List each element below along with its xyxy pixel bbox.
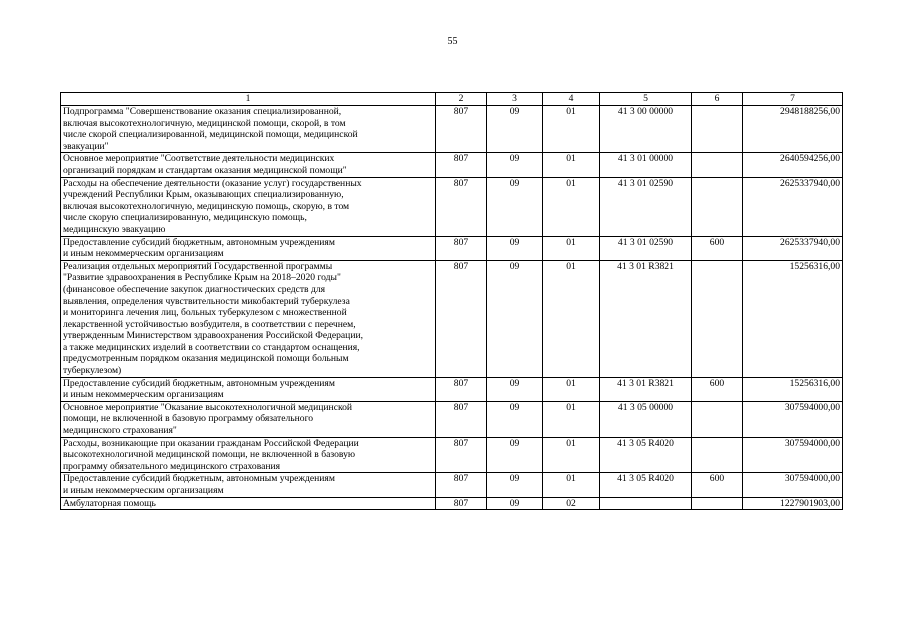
row-name-line: "Развитие здравоохранения в Республике Крым на 2018–2020 годы" xyxy=(63,272,341,284)
row-name-line: Подпрограмма "Совершенствование оказания специализированной, xyxy=(63,106,342,117)
subsection-code-cell: 01 xyxy=(543,177,600,236)
expense-type-cell xyxy=(692,260,743,377)
column-header: 6 xyxy=(692,93,743,106)
section-code-cell: 09 xyxy=(487,377,543,401)
amount-cell: 307594000,00 xyxy=(743,473,843,497)
column-header: 2 xyxy=(436,93,487,106)
section-code-cell: 09 xyxy=(487,153,543,177)
table-body xyxy=(61,106,843,510)
row-name-cell xyxy=(61,377,436,401)
table-row xyxy=(61,260,843,377)
target-article-cell: 41 3 05 R4020 xyxy=(600,473,692,497)
section-code-cell: 09 xyxy=(487,236,543,260)
target-article-cell: 41 3 01 R3821 xyxy=(600,377,692,401)
subsection-code-cell: 01 xyxy=(543,377,600,401)
table-header-row xyxy=(61,93,843,106)
row-name-line: выявления, определения чувствительности микобактерий туберкулеза xyxy=(63,295,350,307)
column-header: 3 xyxy=(487,93,543,106)
subsection-code-cell: 01 xyxy=(543,401,600,437)
subsection-code-cell: 01 xyxy=(543,106,600,153)
row-name-line: (финансовое обеспечение закупок диагностических средств для xyxy=(63,283,326,295)
amount-cell: 307594000,00 xyxy=(743,401,843,437)
table-row xyxy=(61,106,843,153)
target-article-cell: 41 3 05 00000 xyxy=(600,401,692,437)
amount-cell: 1227901903,00 xyxy=(743,497,843,510)
department-code-cell: 807 xyxy=(436,401,487,437)
amount-cell: 15256316,00 xyxy=(743,377,843,401)
row-name-line: Предоставление субсидий бюджетным, автономным учреждениям xyxy=(63,236,335,248)
row-name-cell xyxy=(61,106,436,153)
row-name-line: эвакуации" xyxy=(63,140,109,152)
section-code-cell: 09 xyxy=(487,106,543,153)
amount-cell: 307594000,00 xyxy=(743,437,843,473)
row-name-cell xyxy=(61,153,436,177)
budget-table xyxy=(60,92,843,510)
amount-cell: 2625337940,00 xyxy=(743,177,843,236)
row-name-cell xyxy=(61,437,436,473)
row-name-cell xyxy=(61,473,436,497)
row-name-line: туберкулезом) xyxy=(63,365,122,377)
row-name-line: учреждений Республики Крым, оказывающих специализированную, xyxy=(63,189,344,201)
section-code-cell: 09 xyxy=(487,473,543,497)
amount-cell: 2640594256,00 xyxy=(743,153,843,177)
target-article-cell: 41 3 01 00000 xyxy=(600,153,692,177)
target-article-cell xyxy=(600,497,692,510)
table-row xyxy=(61,377,843,401)
expense-type-cell: 600 xyxy=(692,377,743,401)
subsection-code-cell: 01 xyxy=(543,473,600,497)
amount-cell: 15256316,00 xyxy=(743,260,843,377)
row-name-line: Основное мероприятие "Оказание высокотехнологичной медицинской xyxy=(63,401,353,413)
department-code-cell: 807 xyxy=(436,497,487,510)
column-header: 4 xyxy=(543,93,600,106)
table-row xyxy=(61,437,843,473)
expense-type-cell xyxy=(692,153,743,177)
row-name-line: программу обязательного медицинского страхования xyxy=(63,460,281,472)
row-name-line: и иным некоммерческим организациям xyxy=(63,248,224,260)
target-article-cell: 41 3 05 R4020 xyxy=(600,437,692,473)
expense-type-cell xyxy=(692,401,743,437)
department-code-cell: 807 xyxy=(436,177,487,236)
row-name-line: Предоставление субсидий бюджетным, автономным учреждениям xyxy=(63,473,335,485)
subsection-code-cell: 01 xyxy=(543,437,600,473)
row-name-cell xyxy=(61,497,436,510)
department-code-cell: 807 xyxy=(436,377,487,401)
section-code-cell: 09 xyxy=(487,437,543,473)
department-code-cell: 807 xyxy=(436,260,487,377)
row-name-line: и иным некоммерческим организациям xyxy=(63,389,224,401)
row-name-line: и мониторинга лечения лиц, больных туберкулезом с множественной xyxy=(63,307,347,319)
row-name-line: Расходы на обеспечение деятельности (оказание услуг) государственных xyxy=(63,177,362,189)
table-row xyxy=(61,177,843,236)
expense-type-cell xyxy=(692,177,743,236)
section-code-cell: 09 xyxy=(487,497,543,510)
row-name-cell xyxy=(61,260,436,377)
section-code-cell: 09 xyxy=(487,260,543,377)
amount-cell: 2948188256,00 xyxy=(743,106,843,153)
table-row xyxy=(61,401,843,437)
department-code-cell: 807 xyxy=(436,153,487,177)
row-name-cell xyxy=(61,177,436,236)
row-name-line: а также медицинских изделий в соответствии со стандартом оснащения, xyxy=(63,341,360,353)
amount-cell: 2625337940,00 xyxy=(743,236,843,260)
expense-type-cell xyxy=(692,497,743,510)
row-name-line: включая высокотехнологичную, медицинской помощи, скорой, в том xyxy=(63,117,346,129)
subsection-code-cell: 02 xyxy=(543,497,600,510)
target-article-cell: 41 3 01 02590 xyxy=(600,177,692,236)
column-header: 5 xyxy=(600,93,692,106)
department-code-cell: 807 xyxy=(436,106,487,153)
expense-type-cell xyxy=(692,106,743,153)
row-name-line: организаций порядкам и стандартам оказания медицинской помощи" xyxy=(63,164,347,176)
table-row xyxy=(61,153,843,177)
section-code-cell: 09 xyxy=(487,177,543,236)
table-row xyxy=(61,236,843,260)
row-name-line: числе скорой специализированной, медицинской помощи, медицинской xyxy=(63,129,358,141)
row-name-line: Расходы, возникающие при оказании гражданам Российской Федерации xyxy=(63,437,359,449)
table-row xyxy=(61,473,843,497)
expense-type-cell: 600 xyxy=(692,473,743,497)
department-code-cell: 807 xyxy=(436,437,487,473)
row-name-line: Амбулаторная помощь xyxy=(63,497,156,509)
row-name-line: включая высокотехнологичную, медицинскую помощь, скорую, в том xyxy=(63,200,350,212)
row-name-line: помощи, не включенной в базовую программу обязательного xyxy=(63,413,314,425)
expense-type-cell xyxy=(692,437,743,473)
row-name-line: предусмотренным порядком оказания медицинской помощи больным xyxy=(63,353,349,365)
target-article-cell: 41 3 01 02590 xyxy=(600,236,692,260)
department-code-cell: 807 xyxy=(436,473,487,497)
table-row xyxy=(61,497,843,510)
row-name-line: Реализация отдельных мероприятий Государственной программы xyxy=(63,260,333,272)
row-name-line: числе скорую специализированную, медицинскую помощь, xyxy=(63,212,307,224)
row-name-line: Основное мероприятие "Соответствие деятельности медицинских xyxy=(63,153,335,165)
subsection-code-cell: 01 xyxy=(543,260,600,377)
row-name-line: и иным некоммерческим организациям xyxy=(63,485,224,496)
row-name-line: лекарственной устойчивостью возбудителя, в соответствии с перечнем, xyxy=(63,318,356,330)
row-name-cell xyxy=(61,401,436,437)
target-article-cell: 41 3 00 00000 xyxy=(600,106,692,153)
subsection-code-cell: 01 xyxy=(543,153,600,177)
row-name-line: медицинскую эвакуацию xyxy=(63,223,166,235)
column-header: 7 xyxy=(743,93,843,106)
row-name-line: утвержденным Министерством здравоохранения Российской Федерации, xyxy=(63,330,363,342)
row-name-line: высокотехнологичной медицинской помощи, не включенной в базовую xyxy=(63,449,356,461)
row-name-line: Предоставление субсидий бюджетным, автономным учреждениям xyxy=(63,377,335,389)
subsection-code-cell: 01 xyxy=(543,236,600,260)
section-code-cell: 09 xyxy=(487,401,543,437)
column-header: 1 xyxy=(61,93,436,106)
department-code-cell: 807 xyxy=(436,236,487,260)
row-name-cell xyxy=(61,236,436,260)
page-number: 55 xyxy=(447,36,458,47)
row-name-line: медицинского страхования" xyxy=(63,425,177,437)
expense-type-cell: 600 xyxy=(692,236,743,260)
target-article-cell: 41 3 01 R3821 xyxy=(600,260,692,377)
